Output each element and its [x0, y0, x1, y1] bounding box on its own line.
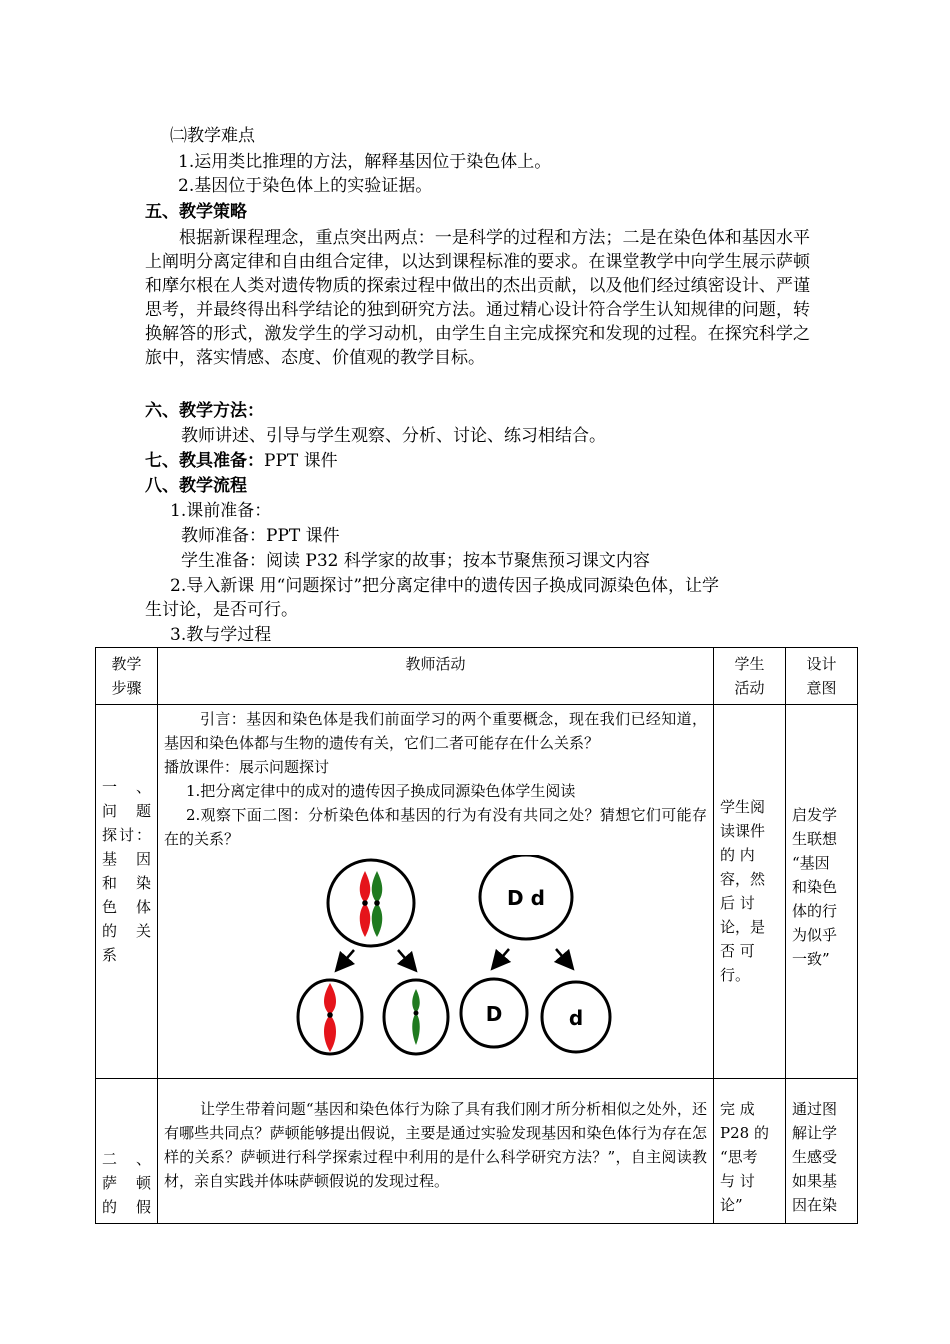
row1-teacher [158, 705, 714, 1079]
header-teacher: 教师活动 [158, 648, 714, 705]
difficulty-title: ㈡教学难点 [170, 126, 255, 146]
arrow-left-1 [341, 950, 354, 965]
prep-student: 学生准备：阅读 P32 科学家的故事；按本节聚焦预习课文内容 [181, 551, 650, 571]
row2-teacher: 让学生带着问题“基因和染色体行为除了具有我们刚才所分析相似之处外，还有哪些共同点？萨顿能够提出假说，主要是通过实验发现基因和染色体行为存在怎样的关系？萨顿进行科学探索过程中利用的是什么科学研究方法？”，自主阅读教材，亲自实践并体味萨顿假说的发现过程。 [158, 1079, 714, 1224]
strategy-heading: 五、教学策略 [145, 202, 247, 222]
flow-heading: 八、教学流程 [145, 476, 247, 496]
green-chromosome-single [412, 989, 420, 1045]
difficulty-item-2: 2.基因位于染色体上的实验证据。 [178, 176, 433, 196]
cell-chromosome-pair [328, 860, 414, 946]
row2-step: 二、 萨 顿 的 假 [96, 1079, 158, 1224]
gene-pair-label: D d [507, 886, 545, 910]
intro-line-1: 2.导入新课 用“问题探讨”把分离定律中的遗传因子换成同源染色体，让学 [170, 576, 720, 596]
row1-q1: 1.把分离定律中的成对的遗传因子换成同源染色体学生阅读 [186, 782, 576, 800]
row2-design: 通过图 解让学 生感受 如果基 因在染 [786, 1079, 858, 1224]
chromosome-gene-diagram [164, 855, 704, 1065]
process-title: 3.教与学过程 [170, 625, 272, 645]
header-design: 设计 意图 [786, 648, 858, 705]
tools-heading: 七、教具准备： [145, 451, 264, 471]
row1-student: 学生阅 读课件 的 内 容，然 后 讨 论，是 否 可 行。 [714, 705, 786, 1079]
row1-q2: 2.观察下面二图：分析染色体和基因的行为有没有共同之处？猜想它们可能存在的关系？ [164, 806, 707, 848]
teaching-process-table [95, 647, 858, 1224]
difficulty-item-1: 1.运用类比推理的方法，解释基因位于染色体上。 [178, 152, 552, 172]
table-row [96, 705, 858, 1079]
method-heading: 六、教学方法： [145, 401, 264, 421]
header-student: 学生 活动 [714, 648, 786, 705]
method-text: 教师讲述、引导与学生观察、分析、讨论、练习相结合。 [181, 426, 606, 446]
gene-right-label: d [568, 1006, 584, 1030]
row2-student: 完 成 P28 的 “思考 与 讨 论” [714, 1079, 786, 1224]
row1-design: 启发学 生联想 “基因 和染色 体的行 为似乎 一致” [786, 705, 858, 1079]
tools-line [145, 449, 338, 473]
gene-left-label: D [485, 1002, 503, 1026]
prep-teacher: 教师准备：PPT 课件 [181, 526, 340, 546]
arrow-left-2 [398, 950, 411, 965]
table-row [96, 1079, 858, 1224]
header-step: 教学 步骤 [96, 648, 158, 705]
arrow-right-2 [556, 949, 568, 963]
row1-play: 播放课件：展示问题探讨 [164, 758, 330, 776]
intro-line-2: 生讨论，是否可行。 [145, 600, 298, 620]
tools-text: PPT 课件 [264, 451, 338, 471]
arrow-right-1 [497, 949, 509, 963]
row1-intro: 引言：基因和染色体是我们前面学习的两个重要概念，现在我们已经知道，基因和染色体都与生物的遗传有关，它们二者可能存在什么关系？ [164, 710, 707, 752]
prep-title: 1.课前准备： [170, 501, 272, 521]
strategy-paragraph: 根据新课程理念，重点突出两点：一是科学的过程和方法；二是在染色体和基因水平上阐明分离定律和自由组合定律，以达到课程标准的要求。在课堂教学中向学生展示萨顿和摩尔根在人类对遗传物质的探索过程中做出的杰出贡献，以及他们经过缜密设计、严谨思考，并最终得出科学结论的独到研究方法。通过精心设计符合学生认知规律的问题，转换解答的形式，激发学生的学习动机，由学生自主完成探究和发现的过程。在探究科学之旅中，落实情感、态度、价值观的教学目标。 [145, 228, 810, 368]
row1-step: 一、 问题 探讨： 基 因 和 染 色 体 的 关 系 [96, 705, 158, 1079]
table-header-row [96, 648, 858, 705]
